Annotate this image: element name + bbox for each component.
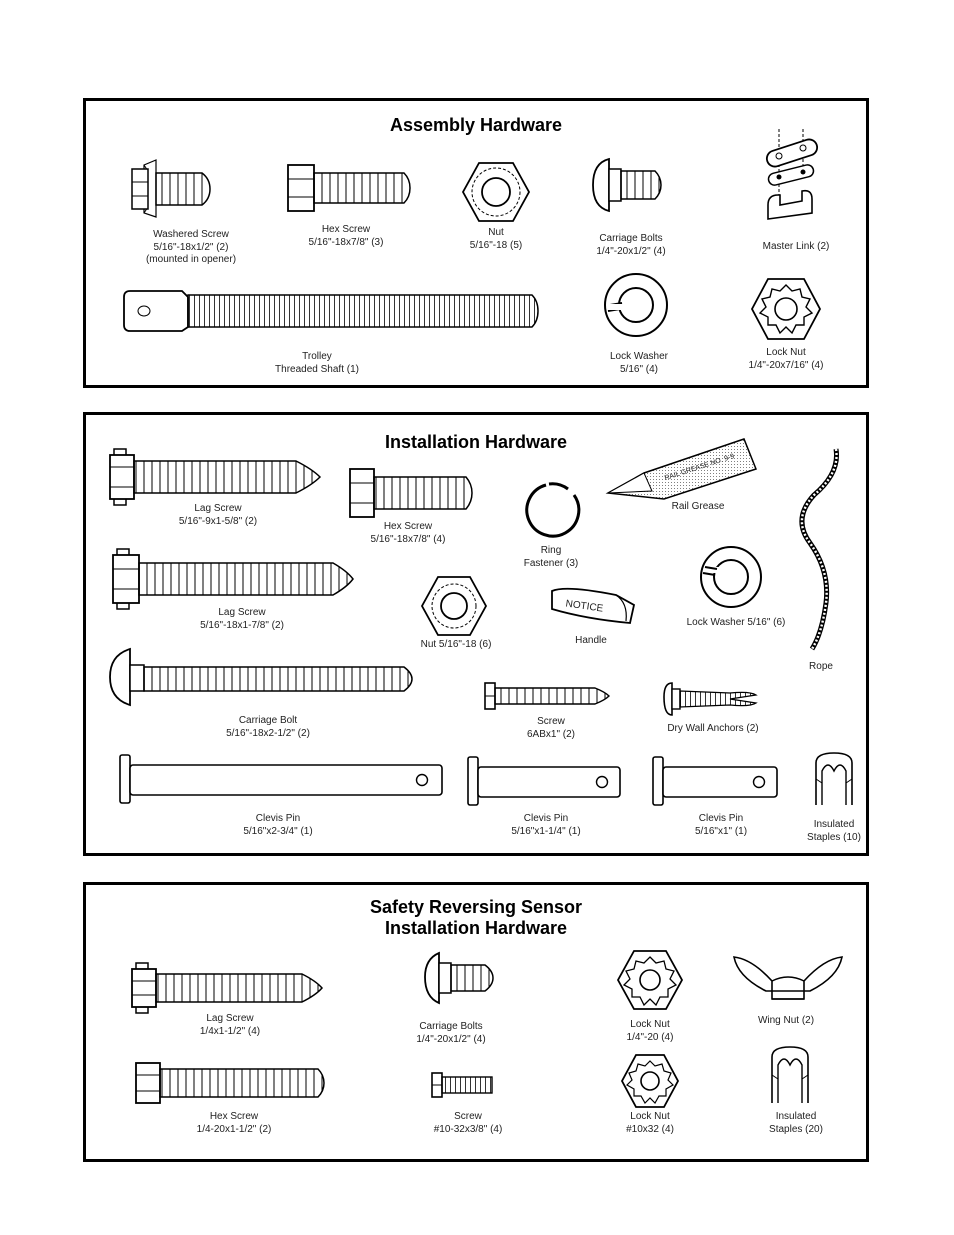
install-hex-screw-caption: Hex Screw 5/16"-18x7/8" (4) bbox=[370, 521, 446, 545]
assembly-hardware-title: Assembly Hardware bbox=[389, 115, 563, 135]
dry-wall-anchors-caption: Dry Wall Anchors (2) bbox=[667, 723, 759, 734]
ring-fastener-icon bbox=[516, 479, 586, 541]
lag-screw-b-caption: Lag Screw 5/16"-18x1-7/8" (2) bbox=[200, 607, 284, 631]
lock-washer-caption: Lock Washer 5/16" (4) bbox=[610, 351, 668, 375]
carriage-bolts-caption: Carriage Bolts 1/4"-20x1/2" (4) bbox=[596, 233, 666, 257]
lock-washer-icon bbox=[596, 271, 706, 341]
install-screw-item bbox=[481, 679, 621, 749]
clevis-pin-c-caption: Clevis Pin 5/16"x1" (1) bbox=[694, 813, 748, 837]
sensor-insulated-staples-caption: Insulated Staples (20) bbox=[769, 1111, 823, 1135]
insulated-staples-caption: Insulated Staples (10) bbox=[807, 819, 861, 843]
clevis-pin-a-caption: Clevis Pin 5/16"x2-3/4" (1) bbox=[243, 813, 313, 837]
lock-nut-icon bbox=[736, 277, 856, 343]
install-screw-caption: Screw 6ABx1" (2) bbox=[526, 716, 575, 740]
sensor-hardware-title-line2: Installation Hardware bbox=[384, 918, 568, 938]
ring-fastener-caption: Ring Fastener (3) bbox=[523, 545, 579, 569]
handle-caption: Handle bbox=[575, 635, 607, 646]
carriage-bolt-icon bbox=[421, 951, 511, 1007]
grease-packet-icon bbox=[604, 433, 764, 503]
carriage-bolts-item bbox=[591, 157, 711, 257]
wing-nut-icon bbox=[726, 951, 856, 1003]
lock-nut-item bbox=[736, 277, 856, 382]
trolley-shaft-caption: Trolley Threaded Shaft (1) bbox=[275, 351, 359, 375]
trolley-shaft-item bbox=[122, 287, 542, 377]
hex-screw-icon bbox=[134, 1061, 334, 1105]
wing-nut-caption: Wing Nut (2) bbox=[757, 1015, 815, 1026]
lag-screw-icon bbox=[111, 547, 361, 611]
rope-caption: Rope bbox=[809, 661, 833, 672]
hex-screw-item bbox=[286, 161, 416, 256]
washered-screw-icon bbox=[126, 157, 256, 227]
install-nut-item bbox=[406, 575, 506, 655]
sensor-carriage-bolts-caption: Carriage Bolts 1/4"-20x1/2" (4) bbox=[416, 1021, 486, 1045]
screw-icon bbox=[481, 679, 621, 713]
sensor-lock-nut-b-item bbox=[606, 1053, 696, 1143]
lag-screw-a-item bbox=[108, 447, 328, 527]
lag-screw-a-caption: Lag Screw 5/16"-9x1-5/8" (2) bbox=[178, 503, 258, 527]
handle-item bbox=[546, 583, 646, 653]
clevis-pin-icon bbox=[466, 755, 626, 807]
install-hex-screw-item bbox=[348, 467, 478, 547]
insulated-staple-icon bbox=[804, 749, 864, 809]
sensor-hex-screw-item bbox=[134, 1061, 334, 1141]
clevis-pin-a-item bbox=[118, 753, 448, 843]
sensor-hex-screw-caption: Hex Screw 1/4-20x1-1/2" (2) bbox=[196, 1111, 272, 1135]
install-carriage-bolt-item bbox=[108, 647, 418, 742]
install-lock-washer-item bbox=[671, 545, 801, 635]
sensor-lock-nut-a-item bbox=[606, 949, 696, 1049]
rail-grease-caption: Rail Grease bbox=[671, 501, 725, 512]
clevis-pin-b-item bbox=[466, 755, 626, 845]
clevis-pin-b-caption: Clevis Pin 5/16"x1-1/4" (1) bbox=[511, 813, 581, 837]
dry-wall-anchor-icon bbox=[658, 677, 778, 721]
sensor-lag-screw-item bbox=[130, 961, 330, 1041]
installation-hardware-title: Installation Hardware bbox=[384, 432, 568, 452]
sensor-screw-item bbox=[428, 1069, 548, 1139]
hex-screw-caption: Hex Screw 5/16"-18x7/8" (3) bbox=[308, 224, 384, 248]
install-carriage-bolt-caption: Carriage Bolt 5/16"-18x2-1/2" (2) bbox=[226, 715, 310, 739]
sensor-carriage-bolts-item bbox=[416, 951, 541, 1051]
insulated-staples-item bbox=[804, 749, 864, 849]
clevis-pin-c-item bbox=[651, 755, 781, 845]
wing-nut-item bbox=[726, 951, 856, 1041]
lock-nut-caption: Lock Nut 1/4"-20x7/16" (4) bbox=[748, 347, 824, 371]
master-link-icon bbox=[746, 127, 856, 227]
sensor-lag-screw-caption: Lag Screw 1/4x1-1/2" (4) bbox=[199, 1013, 261, 1037]
clevis-pin-icon bbox=[118, 753, 448, 805]
installation-hardware-panel bbox=[83, 412, 869, 856]
screw-icon bbox=[428, 1069, 508, 1101]
grease-pack-text: RAIL GREASE NO. 9-9 bbox=[663, 452, 736, 483]
assembly-hardware-panel bbox=[83, 98, 869, 388]
lock-washer-icon bbox=[671, 545, 801, 609]
rail-grease-item bbox=[604, 433, 764, 523]
sensor-lock-nut-b-caption: Lock Nut #10x32 (4) bbox=[626, 1111, 674, 1135]
sensor-hardware-panel bbox=[83, 882, 869, 1162]
clevis-pin-icon bbox=[651, 755, 781, 807]
hex-screw-icon bbox=[348, 467, 478, 522]
lag-screw-b-item bbox=[111, 547, 361, 637]
install-lock-washer-caption: Lock Washer 5/16" (6) bbox=[686, 617, 786, 628]
sensor-hardware-title-line1: Safety Reversing Sensor bbox=[369, 897, 583, 917]
install-nut-caption: Nut 5/16"-18 (6) bbox=[420, 639, 492, 650]
hex-screw-icon bbox=[286, 161, 416, 221]
insulated-staple-icon bbox=[762, 1043, 822, 1105]
washered-screw-item bbox=[126, 157, 256, 267]
carriage-bolt-icon bbox=[108, 647, 418, 707]
lock-nut-icon bbox=[606, 1053, 696, 1109]
lag-screw-icon bbox=[130, 961, 330, 1015]
master-link-item bbox=[746, 127, 856, 257]
trolley-shaft-icon bbox=[122, 287, 542, 335]
washered-screw-caption: Washered Screw 5/16"-18x1/2" (2) (mounted in opener) bbox=[145, 229, 237, 265]
lag-screw-icon bbox=[108, 447, 328, 507]
sensor-lock-nut-a-caption: Lock Nut 1/4"-20 (4) bbox=[626, 1019, 674, 1043]
hex-nut-icon bbox=[406, 575, 506, 637]
nut-caption: Nut 5/16"-18 (5) bbox=[469, 227, 523, 251]
sensor-insulated-staples-item bbox=[762, 1043, 842, 1143]
carriage-bolt-icon bbox=[591, 157, 681, 217]
hex-nut-icon bbox=[461, 159, 531, 225]
master-link-caption: Master Link (2) bbox=[762, 241, 830, 252]
sensor-screw-caption: Screw #10-32x3/8" (4) bbox=[433, 1111, 503, 1135]
lock-nut-icon bbox=[606, 949, 696, 1011]
handle-notice-text: NOTICE bbox=[564, 598, 604, 615]
handle-icon bbox=[546, 583, 646, 631]
dry-wall-anchors-item bbox=[658, 677, 778, 747]
lock-washer-item bbox=[596, 271, 706, 381]
